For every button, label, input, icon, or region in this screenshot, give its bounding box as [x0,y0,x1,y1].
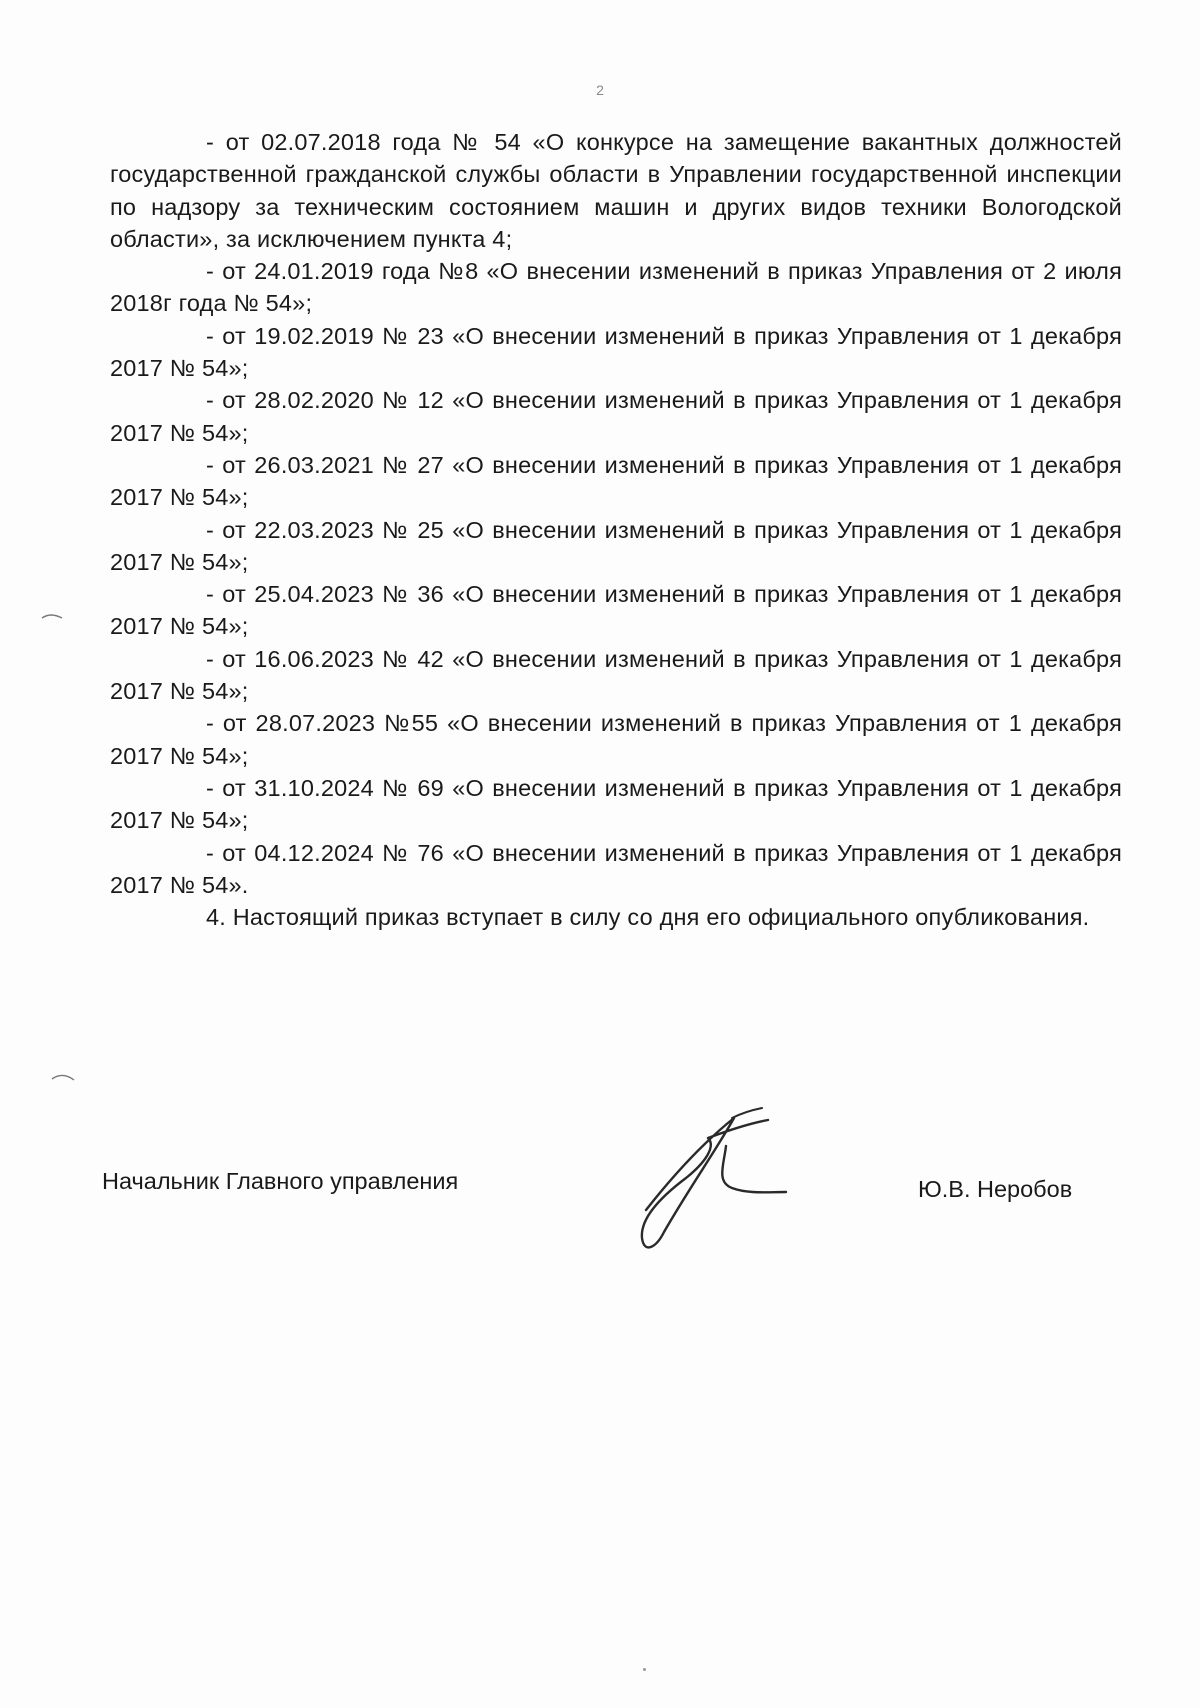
scan-artifact-mark [40,612,64,622]
list-item-order-2023-36: - от 25.04.2023 № 36 «О внесении изменений в приказ Управления от 1 декабря 2017 № 54»; [110,581,1122,640]
list-item-order-2018-54: - от 02.07.2018 года № 54 «О конкурсе на замещение вакантных должностей государственной гражданской службы области в Управлении государственной инспекции по надзору за техническим состоянием машин и других видов техники Вологодской области», за исключением пункта 4; [110,129,1122,252]
scan-artifact-dot [643,1668,646,1671]
list-item-order-2021-27: - от 26.03.2021 № 27 «О внесении изменений в приказ Управления от 1 декабря 2017 № 54»; [110,451,1122,511]
list-item-order-2023-42: - от 16.06.2023 № 42 «О внесении изменений в приказ Управления от 1 декабря 2017 № 54»; [110,645,1122,705]
list-item-order-2024-69: - от 31.10.2024 № 69 «О внесении изменений в приказ Управления от 1 декабря 2017 № 54»; [110,774,1122,834]
list-item-order-2019-23: - от 19.02.2019 № 23 «О внесении изменений в приказ Управления от 1 декабря 2017 № 54»; [110,322,1122,382]
handwritten-signature [628,1092,798,1262]
signer-position-title: Начальник Главного управления [102,1168,459,1194]
clause-4-effective-date: 4. Настоящий приказ вступает в силу со дня его официального опубликования. [206,904,1090,931]
list-item-order-2020-12: - от 28.02.2020 № 12 «О внесении изменений в приказ Управления от 1 декабря 2017 № 54»; [110,387,1122,446]
scan-artifact-mark [50,1072,76,1084]
list-item-order-2023-55: - от 28.07.2023 №55 «О внесении изменений в приказ Управления от 1 декабря 2017 № 54»; [110,710,1122,769]
list-item-order-2024-76: - от 04.12.2024 № 76 «О внесении изменений в приказ Управления от 1 декабря 2017 № 54». [110,839,1122,898]
document-body [110,126,1122,933]
list-item-order-2023-25: - от 22.03.2023 № 25 «О внесении изменений в приказ Управления от 1 декабря 2017 № 54»; [110,516,1122,575]
page-number: 2 [596,82,604,98]
list-item-order-2019-8: - от 24.01.2019 года №8 «О внесении изменений в приказ Управления от 2 июля 2018г года № 54»; [110,258,1122,317]
signer-name: Ю.В. Неробов [918,1176,1073,1202]
